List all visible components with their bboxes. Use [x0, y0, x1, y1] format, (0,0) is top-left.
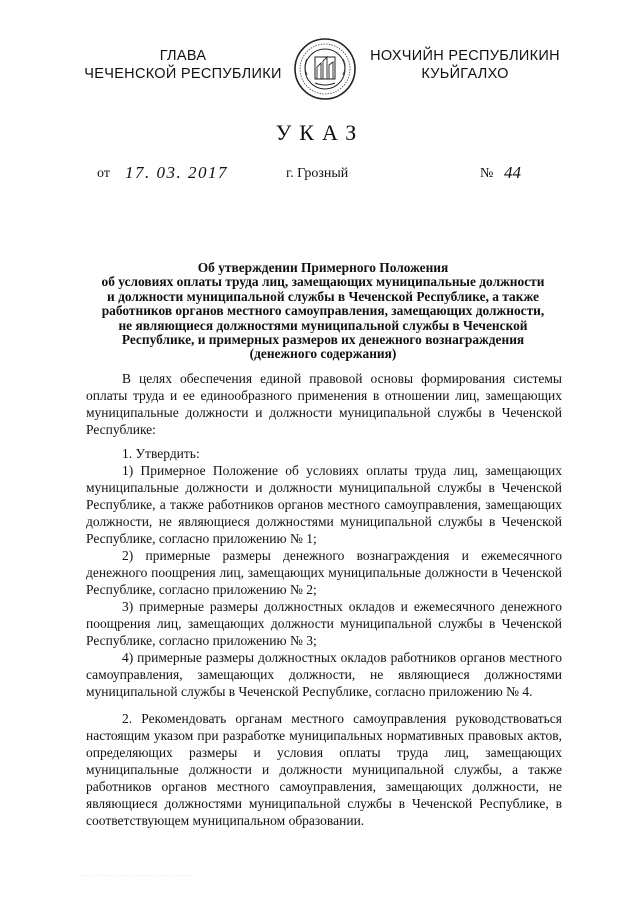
- decree-heading: [78, 261, 568, 362]
- header-right-line2: КУЬЙГАЛХО: [421, 66, 509, 82]
- header-left-line1: ГЛАВА: [159, 48, 207, 64]
- item-1: 1. Утвердить:: [122, 446, 200, 461]
- heading-line: не являющиеся должностями муниципальной службы в Чеченской: [118, 317, 528, 333]
- item-2: 2. Рекомендовать органам местного самоуправления руководствоваться настоящим указом при разработке муниципальных нормативных правовых актов, определяющих размеры и условия оплаты труда лиц, замещающих муниципальные должности и должности муниципальной службы, а также работников органов местного самоуправления, замещающих должности, не являющиеся должностями муниципальной службы в Чеченской Республике, в соответствующем муниципальном образовании.: [86, 711, 562, 828]
- item-1-3: 3) примерные размеры должностных окладов и ежемесячного денежного поощрения лиц, замещающих должности муниципальной службы в Чеченской Республике, согласно приложению № 3;: [86, 599, 562, 648]
- header-right: [360, 47, 570, 83]
- header-left: [78, 47, 288, 83]
- decree-title: УКАЗ: [275, 120, 365, 145]
- intro-paragraph: В целях обеспечения единой правовой основы формирования системы оплаты труда и ее единообразного применения в отношении лиц, замещающих муниципальные должности и должности муниципальной службы в Чеченской Республике:: [86, 371, 562, 437]
- decree-city: г. Грозный: [286, 166, 349, 181]
- item-1-4: 4) примерные размеры должностных окладов работников органов местного самоуправления, замещающих должности, не являющиеся должностями муниципальной службы в Чеченской Республике, согласно приложению № 4.: [86, 650, 562, 699]
- item-1-1: 1) Примерное Положение об условиях оплаты труда лиц, замещающих муниципальные должности и должности муниципальной службы в Чеченской Республике, а также работников органов местного самоуправления, замещающих должности, не являющиеся должностями муниципальной службы в Чеченской Республике, согласно приложению № 1;: [86, 463, 562, 546]
- coat-of-arms-icon: [293, 37, 357, 101]
- footer-scan-line: . . . . . . . . . . . . . . . . . . . . . . . . . . . . . . . . . . . . . . . . . . . . . . . . . . . .: [80, 872, 195, 877]
- heading-line: Об утверждении Примерного Положения: [197, 260, 449, 275]
- date-prefix: от: [97, 166, 110, 181]
- header-right-line1: НОХЧИЙН РЕСПУБЛИКИН: [370, 48, 560, 64]
- decree-number: 44: [504, 163, 521, 182]
- item-1-2: 2) примерные размеры денежного вознаграждения и ежемесячного денежного поощрения лиц, замещающих муниципальные должности в Чеченской Республике, согласно приложению № 2;: [86, 548, 562, 597]
- heading-line: работников органов местного самоуправления, замещающих должности,: [101, 303, 545, 319]
- heading-line: об условиях оплаты труда лиц, замещающих муниципальные должности: [101, 274, 545, 290]
- decree-meta: [0, 163, 640, 187]
- heading-line: (денежного содержания): [249, 346, 397, 362]
- decree-date: 17. 03. 2017: [125, 163, 228, 182]
- heading-line: и должности муниципальной службы в Чеченской Республике, а также: [107, 288, 539, 304]
- number-prefix: №: [480, 166, 494, 181]
- heading-line: Республике, и примерных размеров их денежного вознаграждения: [121, 332, 525, 348]
- decree-body: [86, 370, 562, 829]
- header-left-line2: ЧЕЧЕНСКОЙ РЕСПУБЛИКИ: [84, 66, 282, 82]
